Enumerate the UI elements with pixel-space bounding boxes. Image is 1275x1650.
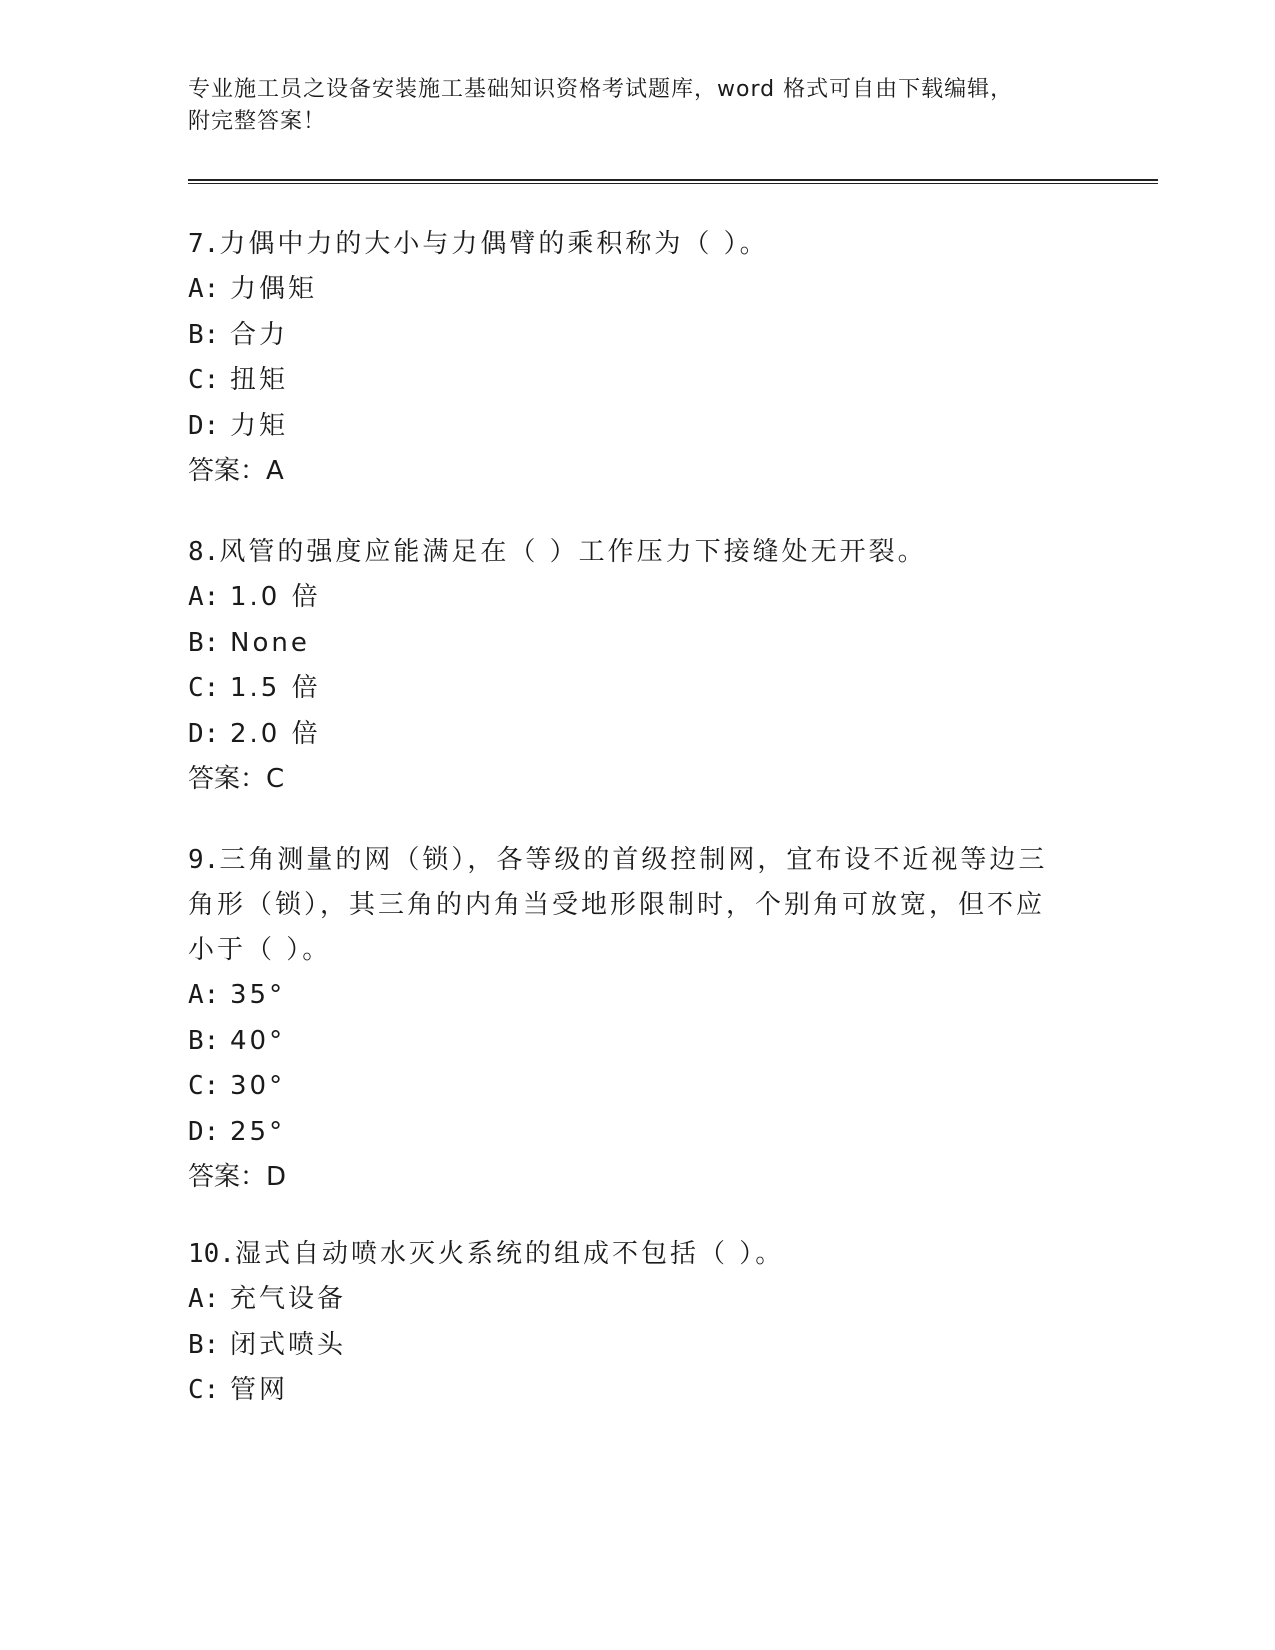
option-text: 1.5 倍 <box>230 673 321 703</box>
option-text: 力矩 <box>230 410 289 441</box>
question-body: 三角测量的网（锁），各等级的首级控制网，宜布设不近视等边三角形（锁），其三角的内角当受地形限制时，个别角可放宽，但不应小于（ ）。 <box>188 845 1048 965</box>
option-text: 闭式喷头 <box>230 1329 347 1360</box>
question-text <box>188 1232 1068 1277</box>
option-letter: C: <box>188 1071 220 1101</box>
question-9 <box>188 838 1068 1200</box>
option-letter: C: <box>188 1375 220 1405</box>
option-text: 25° <box>230 1116 286 1147</box>
option-letter: D: <box>188 410 220 441</box>
question-text <box>188 530 1068 575</box>
option-a <box>188 267 1068 313</box>
option-b <box>188 1323 1068 1369</box>
option-letter: A: <box>188 274 220 304</box>
answer-value: D <box>266 1162 287 1192</box>
header-divider-thin <box>188 183 1158 184</box>
option-d <box>188 1110 1068 1156</box>
option-b <box>188 313 1068 359</box>
option-text: 40° <box>230 1025 286 1056</box>
option-letter: A: <box>188 582 220 612</box>
option-letter: D: <box>188 1116 220 1147</box>
question-body: 风管的强度应能满足在（ ）工作压力下接缝处无开裂。 <box>219 537 927 567</box>
option-text: None <box>230 627 310 658</box>
option-d <box>188 404 1068 450</box>
question-10 <box>188 1232 1068 1414</box>
option-a <box>188 973 1068 1019</box>
option-letter: B: <box>188 1329 220 1360</box>
question-body: 力偶中力的大小与力偶臂的乘积称为（ ）。 <box>219 229 769 259</box>
option-a <box>188 575 1068 621</box>
option-letter: B: <box>188 319 220 350</box>
question-text <box>188 838 1068 973</box>
option-text: 管网 <box>230 1375 289 1405</box>
question-number: 8. <box>188 537 220 567</box>
question-text <box>188 222 1068 267</box>
header-divider-thick <box>188 179 1158 181</box>
question-number: 7. <box>188 229 220 259</box>
header-line-1: 专业施工员之设备安装施工基础知识资格考试题库，word 格式可自由下载编辑， <box>188 77 1014 102</box>
answer-line <box>188 757 1068 802</box>
option-a <box>188 1277 1068 1323</box>
question-number: 9. <box>188 845 220 875</box>
question-7 <box>188 222 1068 494</box>
option-letter: B: <box>188 627 220 658</box>
option-text: 1.0 倍 <box>230 582 321 612</box>
document-header <box>188 74 1088 138</box>
answer-value: C <box>266 764 285 794</box>
option-text: 30° <box>230 1071 286 1101</box>
option-c <box>188 1064 1068 1110</box>
option-text: 充气设备 <box>230 1284 347 1314</box>
option-text: 合力 <box>230 319 289 350</box>
option-text: 扭矩 <box>230 365 289 395</box>
question-body: 湿式自动喷水灭火系统的组成不包括（ ）。 <box>234 1239 785 1269</box>
answer-value: A <box>266 456 284 486</box>
answer-line <box>188 449 1068 494</box>
option-letter: A: <box>188 1284 220 1314</box>
option-c <box>188 666 1068 712</box>
option-d <box>188 712 1068 758</box>
option-c <box>188 358 1068 404</box>
option-c <box>188 1368 1068 1414</box>
answer-label: 答案： <box>188 764 267 794</box>
option-text: 2.0 倍 <box>230 718 321 749</box>
answer-label: 答案： <box>188 1162 267 1192</box>
option-b <box>188 1019 1068 1065</box>
option-text: 35° <box>230 980 286 1010</box>
question-number: 10. <box>188 1239 235 1269</box>
question-8 <box>188 530 1068 802</box>
option-b <box>188 621 1068 667</box>
answer-label: 答案： <box>188 456 267 486</box>
option-letter: C: <box>188 673 220 703</box>
option-letter: C: <box>188 365 220 395</box>
option-letter: B: <box>188 1025 220 1056</box>
option-text: 力偶矩 <box>230 274 318 304</box>
header-line-2: 附完整答案！ <box>188 109 327 134</box>
option-letter: D: <box>188 718 220 749</box>
option-letter: A: <box>188 980 220 1010</box>
answer-line <box>188 1155 1068 1200</box>
